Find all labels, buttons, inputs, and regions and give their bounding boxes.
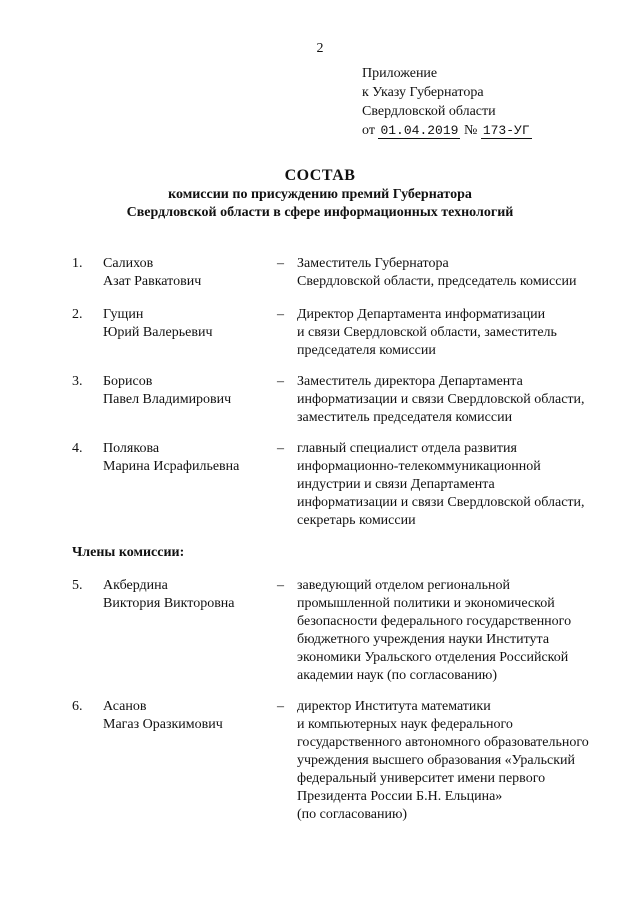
- member-surname: Акбердина: [103, 578, 168, 593]
- position-line: Свердловской области, председатель комиссии: [297, 274, 577, 289]
- entry-dash: –: [277, 256, 284, 271]
- appendix-date-line: [362, 121, 532, 140]
- appendix-line-3: Свердловской области: [362, 104, 496, 119]
- decree-number: 173-УГ: [482, 123, 530, 138]
- position-line: Директор Департамента информатизации: [297, 307, 546, 322]
- entry-dash: –: [277, 578, 284, 593]
- position-line: заместитель председателя комиссии: [297, 410, 513, 425]
- member-given-name: Виктория Викторовна: [103, 596, 235, 611]
- position-line: бюджетного учреждения науки Института: [297, 632, 550, 647]
- title-main: СОСТАВ: [284, 167, 356, 184]
- entry-number: 6.: [72, 699, 83, 714]
- position-line: государственного автономного образовательного: [297, 735, 589, 750]
- position-line: председателя комиссии: [297, 343, 436, 358]
- member-position: [297, 373, 617, 427]
- member-name: [103, 698, 273, 734]
- entry-number: 5.: [72, 578, 83, 593]
- position-line: академии наук (по согласованию): [297, 668, 498, 683]
- member-position: [297, 440, 617, 530]
- position-line: федеральный университет имени первого: [297, 771, 546, 786]
- member-name: [103, 577, 273, 613]
- position-line: секретарь комиссии: [297, 513, 416, 528]
- member-name: [103, 440, 273, 476]
- position-line: Президента России Б.Н. Ельцина»: [297, 789, 503, 804]
- member-surname: Гущин: [103, 307, 144, 322]
- entry-number: 3.: [72, 374, 83, 389]
- member-name: [103, 306, 273, 342]
- position-line: учреждения высшего образования «Уральский: [297, 753, 576, 768]
- position-line: главный специалист отдела развития: [297, 441, 517, 456]
- entry-number: 1.: [72, 256, 83, 271]
- position-line: информатизации и связи Свердловской области,: [297, 392, 585, 407]
- member-position: [297, 255, 617, 291]
- position-line: индустрии и связи Департамента: [297, 477, 495, 492]
- appendix-line-1: Приложение: [362, 66, 438, 81]
- member-given-name: Магаз Оразкимович: [103, 717, 223, 732]
- entry-dash: –: [277, 441, 284, 456]
- title-line-2: Свердловской области в сфере информационных технологий: [126, 205, 514, 220]
- entry-number: 2.: [72, 307, 83, 322]
- member-surname: Салихов: [103, 256, 154, 271]
- position-line: и связи Свердловской области, заместитель: [297, 325, 557, 340]
- member-position: [297, 698, 617, 824]
- position-line: и компьютерных наук федерального: [297, 717, 513, 732]
- entry-dash: –: [277, 307, 284, 322]
- position-line: заведующий отделом региональной: [297, 578, 510, 593]
- entry-number: 4.: [72, 441, 83, 456]
- member-given-name: Азат Равкатович: [103, 274, 202, 289]
- document-title: [0, 167, 640, 222]
- title-line-1: комиссии по присуждению премий Губернатора: [168, 187, 472, 202]
- appendix-line-2: к Указу Губернатора: [362, 85, 484, 100]
- member-name: [103, 255, 273, 291]
- appendix-block: [362, 64, 532, 140]
- position-line: экономики Уральского отделения Российской: [297, 650, 569, 665]
- position-line: директор Института математики: [297, 699, 491, 714]
- members-heading: Члены комиссии:: [72, 545, 185, 560]
- number-sign: №: [463, 123, 478, 138]
- position-line: Заместитель Губернатора: [297, 256, 449, 271]
- entry-dash: –: [277, 374, 284, 389]
- position-line: информационно-телекоммуникационной: [297, 459, 541, 474]
- position-line: Заместитель директора Департамента: [297, 374, 523, 389]
- member-surname: Полякова: [103, 441, 160, 456]
- member-position: [297, 577, 617, 685]
- page-number: 2: [316, 41, 324, 56]
- member-surname: Асанов: [103, 699, 147, 714]
- member-given-name: Павел Владимирович: [103, 392, 232, 407]
- position-line: (по согласованию): [297, 807, 408, 822]
- position-line: безопасности федерального государственного: [297, 614, 572, 629]
- member-given-name: Юрий Валерьевич: [103, 325, 213, 340]
- position-line: промышленной политики и экономической: [297, 596, 555, 611]
- date-prefix: от: [362, 123, 375, 138]
- member-name: [103, 373, 273, 409]
- position-line: информатизации и связи Свердловской области,: [297, 495, 585, 510]
- member-surname: Борисов: [103, 374, 153, 389]
- entry-dash: –: [277, 699, 284, 714]
- decree-date: 01.04.2019: [380, 123, 459, 138]
- member-position: [297, 306, 617, 360]
- member-given-name: Марина Исрафильевна: [103, 459, 240, 474]
